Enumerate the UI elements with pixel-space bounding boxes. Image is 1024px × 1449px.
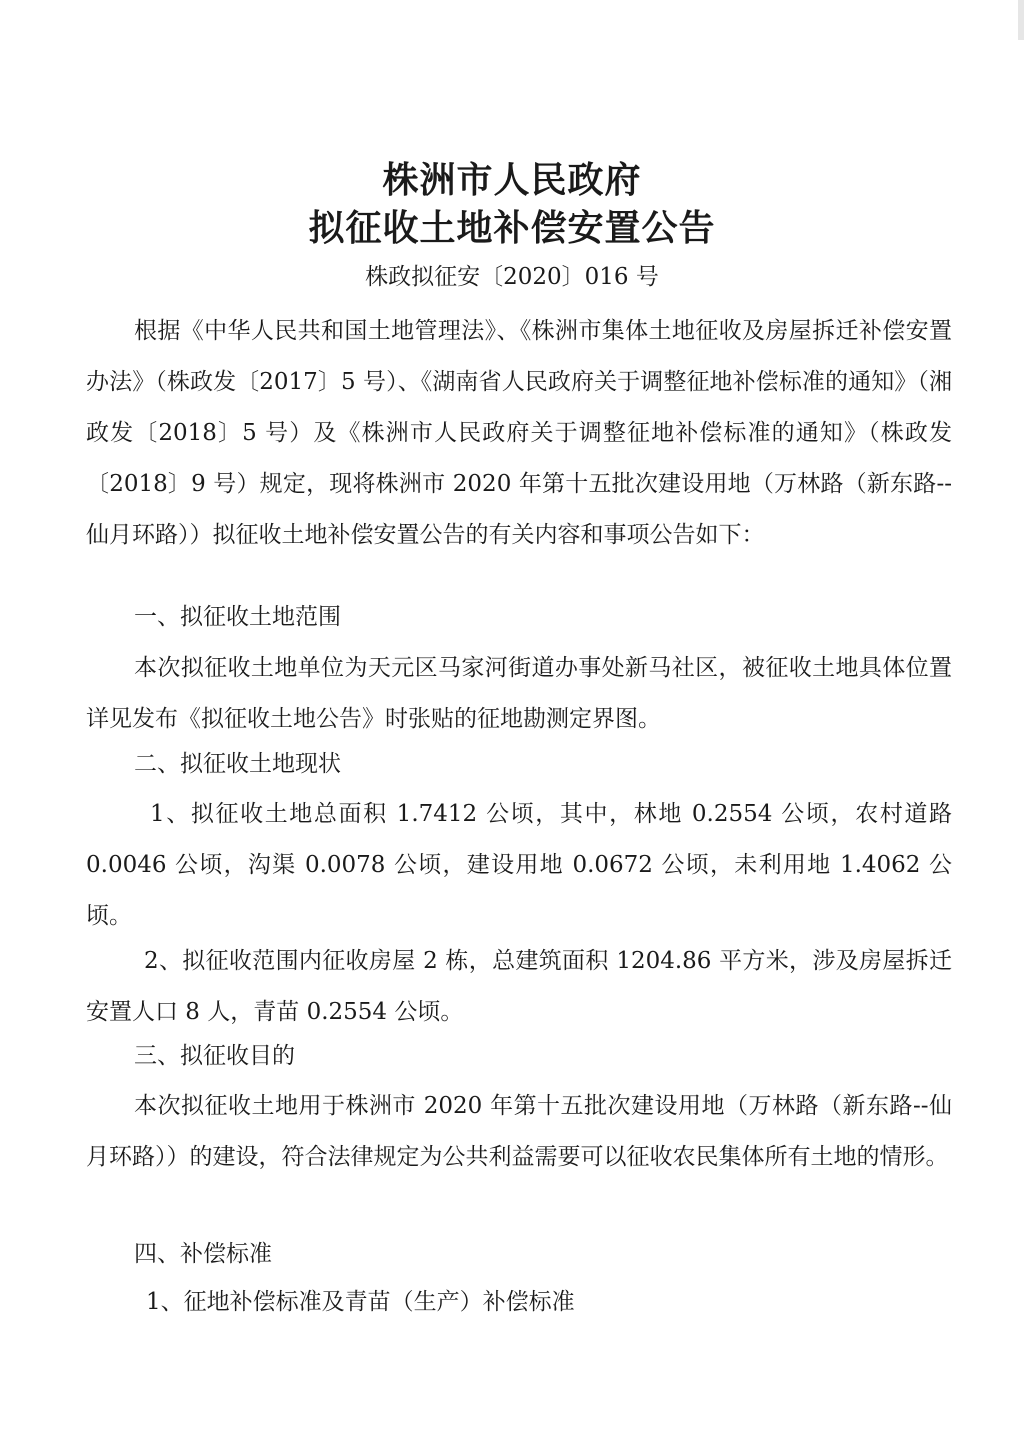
page-title-line2: 拟征收土地补偿安置公告 xyxy=(308,207,716,249)
section3-paragraph: 本次拟征收土地用于株洲市 2020 年第十五批次建设用地（万林路（新东路--仙月环路））的建设，符合法律规定为公共利益需要可以征收农民集体所有土地的情形。 xyxy=(86,1093,952,1170)
document-number: 株政拟征安〔2020〕016 号 xyxy=(365,264,659,290)
section2-item2: 2、拟征收范围内征收房屋 2 栋，总建筑面积 1204.86 平方米，涉及房屋拆迁安置人口 8 人，青苗 0.2554 公顷。 xyxy=(86,948,952,1025)
scan-edge xyxy=(1018,0,1024,40)
section4-heading: 四、补偿标准 xyxy=(134,1241,272,1267)
intro-paragraph: 根据《中华人民共和国土地管理法》、《株洲市集体土地征收及房屋拆迁补偿安置办法》（株政发〔2017〕5 号）、《湖南省人民政府关于调整征地补偿标准的通知》（湘政发〔2018〕5 号）及《株洲市人民政府关于调整征地补偿标准的通知》（株政发〔2018〕9 号）规定，现将株洲市 2020 年第十五批次建设用地（万林路（新东路--仙月环路））拟征收土地补偿安置公告的有关内容和事项公告如下： xyxy=(86,318,952,548)
section3-heading: 三、拟征收目的 xyxy=(134,1043,295,1069)
page-title-line1: 株洲市人民政府 xyxy=(382,159,642,201)
section1-heading: 一、拟征收土地范围 xyxy=(134,604,341,630)
section2-heading: 二、拟征收土地现状 xyxy=(134,751,341,777)
section1-paragraph: 本次拟征收土地单位为天元区马家河街道办事处新马社区，被征收土地具体位置详见发布《拟征收土地公告》时张贴的征地勘测定界图。 xyxy=(86,655,952,732)
section2-item1: 1、拟征收土地总面积 1.7412 公顷，其中，林地 0.2554 公顷，农村道路 0.0046 公顷，沟渠 0.0078 公顷，建设用地 0.0672 公顷，未利用地 1.4062 公顷。 xyxy=(86,801,952,929)
section4-item1: 1、征地补偿标准及青苗（生产）补偿标准 xyxy=(146,1289,575,1315)
